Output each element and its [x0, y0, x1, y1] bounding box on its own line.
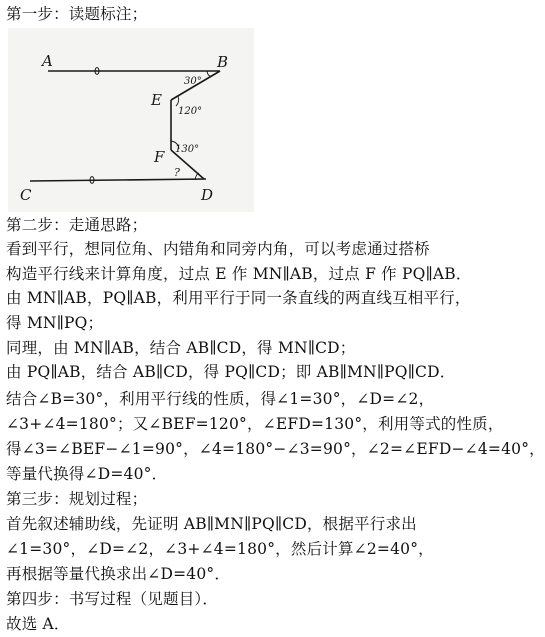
- answer-line: 故选 A．: [6, 615, 70, 633]
- step-one-heading: 第一步：读题标注；: [6, 5, 148, 23]
- text-line-6: 同理，由 MN∥AB，结合 AB∥CD，得 MN∥CD；: [6, 339, 356, 357]
- label-b: B: [217, 53, 229, 71]
- geometry-figure-photo: [8, 28, 254, 212]
- text-line-11: 等量代换得∠D=40°．: [6, 465, 168, 483]
- label-c: C: [20, 186, 32, 204]
- line-cd: [30, 179, 206, 181]
- angle-label-d: ?: [174, 166, 180, 179]
- text-line-8: 结合∠B=30°，利用平行线的性质，得∠1=30°，∠D=∠2，: [6, 390, 435, 408]
- angle-label-e: 120°: [178, 106, 203, 117]
- text-line-9: ∠3+∠4=180°；又∠BEF=120°，∠EFD=130°，利用等式的性质，: [6, 415, 504, 433]
- text-line-13: 首先叙述辅助线，先证明 AB∥MN∥PQ∥CD，根据平行求出: [6, 515, 417, 533]
- step-four-heading: 第四步：书写过程（见题目）．: [6, 590, 219, 608]
- text-line-5: 得 MN∥PQ；: [6, 314, 104, 332]
- step-two-heading: 第二步：走通思路；: [6, 216, 148, 234]
- step-three-heading: 第三步：规划过程；: [6, 490, 148, 508]
- label-d: D: [201, 186, 214, 204]
- label-a: A: [42, 52, 53, 70]
- text-line-10: 得∠3=∠BEF−∠1=90°，∠4=180°−∠3=90°，∠2=∠EFD−∠4=40°，: [6, 440, 545, 458]
- angle-label-f: 130°: [175, 144, 200, 155]
- text-line-15: 再根据等量代换求出∠D=40°．: [6, 565, 231, 583]
- label-f: F: [154, 148, 165, 166]
- text-line-7: 由 PQ∥AB，结合 AB∥CD，得 PQ∥CD；即 AB∥MN∥PQ∥CD．: [6, 363, 456, 381]
- text-line-3: 构造平行线来计算角度，过点 E 作 MN∥AB，过点 F 作 PQ∥AB．: [6, 265, 472, 283]
- text-line-4: 由 MN∥AB，PQ∥AB，利用平行于同一条直线的两直线互相平行，: [6, 289, 471, 307]
- angle-label-b: 30°: [184, 76, 202, 87]
- geometry-figure: [8, 28, 254, 212]
- text-line-14: ∠1=30°，∠D=∠2，∠3+∠4=180°，然后计算∠2=40°，: [6, 540, 434, 558]
- text-line-2: 看到平行，想同位角、内错角和同旁内角，可以考虑通过搭桥: [6, 240, 430, 258]
- label-e: E: [151, 91, 162, 109]
